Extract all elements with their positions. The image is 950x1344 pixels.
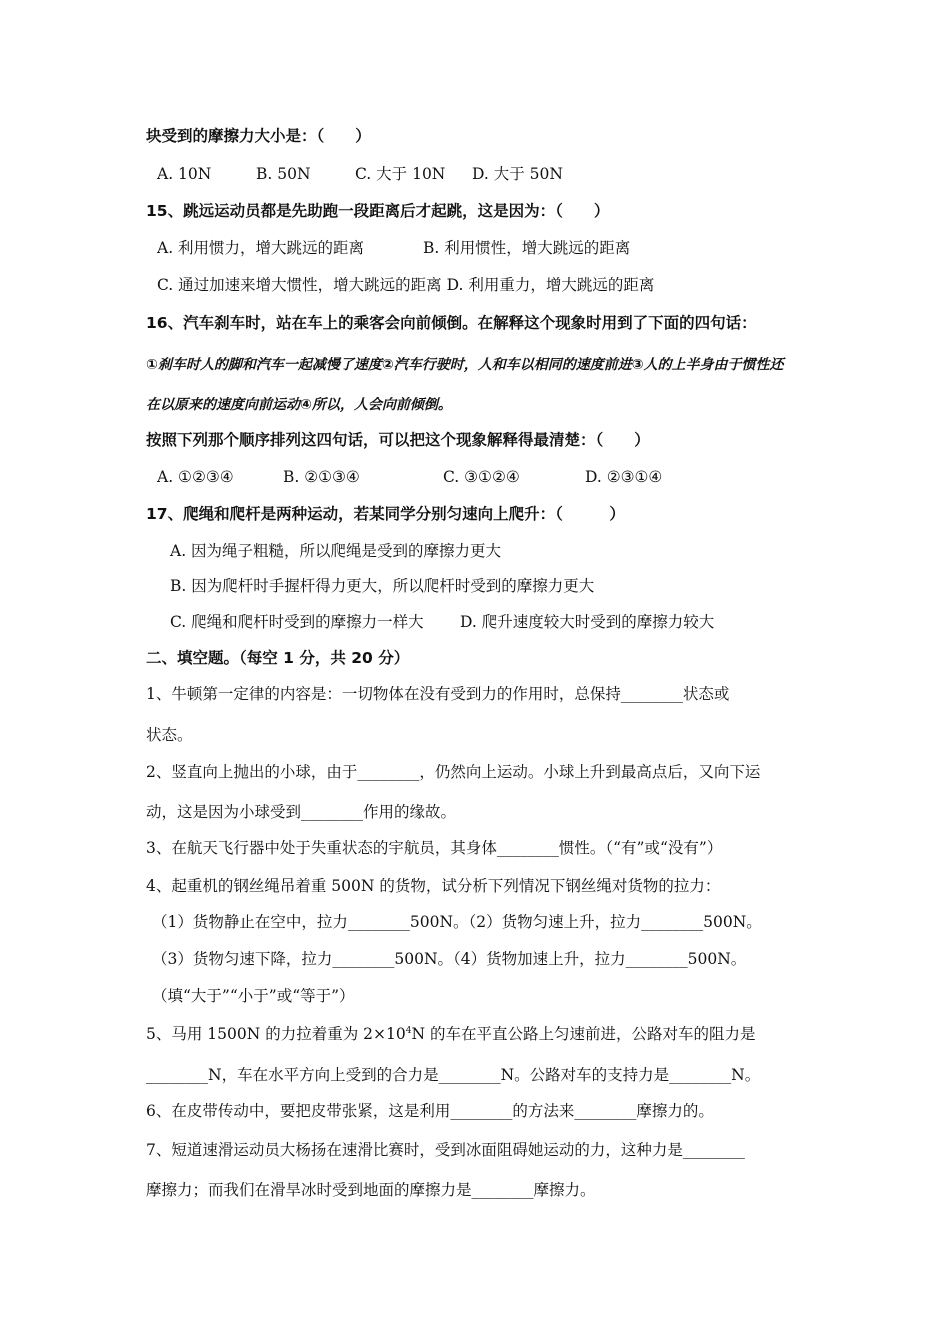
fill-4-stem: 4、起重机的钢丝绳吊着重 500N 的货物，试分析下列情况下钢丝绳对货物的拉力： xyxy=(146,877,721,895)
q15-options-row2 xyxy=(157,275,654,295)
fill-2-text-a: 2、竖直向上抛出的小球，由于 xyxy=(146,763,358,781)
q16-option-b: B. ②①③④ xyxy=(283,468,360,486)
q17-option-b: B. 因为爬杆时手握杆得力更大，所以爬杆时受到的摩擦力更大 xyxy=(170,577,595,595)
fill-4-text-b1: （1）货物静止在空中，拉力 xyxy=(152,913,348,931)
fill-3-text-b: 惯性。（“有”或“没有”） xyxy=(558,839,723,857)
q16-question: 按照下列那个顺序排列这四句话，可以把这个现象解释得最清楚：（ ） xyxy=(146,431,650,449)
q14-stem: 块受到的摩擦力大小是：（ ） xyxy=(146,127,371,145)
fill-6-text-c: 摩擦力的。 xyxy=(636,1102,714,1120)
fill-1-text-a: 1、牛顿第一定律的内容是：一切物体在没有受到力的作用时，总保持 xyxy=(146,685,621,703)
fill-5-blank-2: ________ xyxy=(438,1066,501,1084)
fill-4-text-c2: 500N。（4）货物加速上升，拉力 xyxy=(394,950,626,968)
fill-7-text-a: 7、短道速滑运动员大杨扬在速滑比赛时，受到冰面阻碍她运动的力，这种力是 xyxy=(146,1141,683,1159)
fill-5-text-b2: N。公路对车的支持力是 xyxy=(500,1066,670,1084)
fill-7-text-c: 摩擦力。 xyxy=(533,1181,596,1199)
fill-2-text-d: 作用的缘故。 xyxy=(363,803,457,821)
fill-4-text-b2: 500N。（2）货物匀速上升，拉力 xyxy=(409,913,642,931)
q16-option-c: C. ③①②④ xyxy=(443,468,520,486)
fill-5-line1 xyxy=(146,1024,755,1044)
fill-1-text-b: 状态或 xyxy=(682,685,730,703)
fill-5-text-a2: N 的车在平直公路上匀速前进，公路对车的阻力是 xyxy=(411,1025,756,1043)
fill-4-line3 xyxy=(152,949,746,969)
fill-4-blank-3: ________ xyxy=(332,950,395,968)
fill-2-blank-2: ________ xyxy=(301,803,364,821)
q16-sentences-line2: 在以原来的速度向前运动④所以，人会向前倾倒。 xyxy=(146,397,452,413)
fill-5-text-a1: 5、马用 1500N 的力拉着重为 2×10 xyxy=(146,1025,406,1043)
q16-option-d: D. ②③①④ xyxy=(585,468,663,486)
q16-option-a: A. ①②③④ xyxy=(157,468,234,486)
fill-4-text-c3: 500N。 xyxy=(687,950,747,968)
fill-2-blank-1: ________ xyxy=(357,763,420,781)
q14-option-d: D. 大于 50N xyxy=(472,165,563,183)
fill-2-line1 xyxy=(146,762,760,782)
fill-4-text-b3: 500N。 xyxy=(703,913,762,931)
fill-2-text-c: 动，这是因为小球受到 xyxy=(146,803,302,821)
q17-option-a: A. 因为绳子粗糙，所以爬绳是受到的摩擦力更大 xyxy=(170,542,502,560)
q15-options-row1 xyxy=(157,238,630,258)
fill-3 xyxy=(146,838,722,858)
q15-option-a: A. 利用惯力，增大跳远的距离 xyxy=(157,239,365,257)
fill-6 xyxy=(146,1101,714,1121)
fill-5-text-b3: N。 xyxy=(731,1066,761,1084)
fill-1-blank: ________ xyxy=(620,685,683,703)
q16-options xyxy=(157,467,662,487)
fill-5-exponent: 4 xyxy=(405,1025,412,1036)
fill-1-line2: 状态。 xyxy=(146,726,193,744)
fill-6-text-b: 的方法来 xyxy=(512,1102,575,1120)
fill-2-line2 xyxy=(146,802,456,822)
q17-option-c: C. 爬绳和爬杆时受到的摩擦力一样大 xyxy=(170,613,424,631)
fill-5-blank-3: ________ xyxy=(669,1066,732,1084)
fill-6-blank-2: ________ xyxy=(574,1102,637,1120)
fill-4-blank-1: ________ xyxy=(347,913,410,931)
fill-7-text-b: 摩擦力；而我们在滑旱冰时受到地面的摩擦力是 xyxy=(146,1181,472,1199)
fill-5-line2 xyxy=(146,1065,760,1085)
fill-4-line2 xyxy=(152,912,762,932)
q17-stem: 17、爬绳和爬杆是两种运动，若某同学分别匀速向上爬升：（ ） xyxy=(146,505,625,523)
q15-stem: 15、跳远运动员都是先助跑一段距离后才起跳，这是因为：（ ） xyxy=(146,202,610,220)
q15-option-c: C. 通过加速来增大惯性，增大跳远的距离 xyxy=(157,276,442,294)
q14-option-a: A. 10N xyxy=(157,165,212,183)
fill-7-line1 xyxy=(146,1140,745,1160)
q16-sentences-line1: ①刹车时人的脚和汽车一起减慢了速度②汽车行驶时，人和车以相同的速度前进③人的上半身由于惯性还 xyxy=(146,357,784,373)
fill-4-blank-2: ________ xyxy=(641,913,704,931)
fill-4-blank-4: ________ xyxy=(625,950,688,968)
q16-stem: 16、汽车刹车时，站在车上的乘客会向前倾倒。在解释这个现象时用到了下面的四句话： xyxy=(146,314,757,332)
fill-3-text-a: 3、在航天飞行器中处于失重状态的宇航员，其身体 xyxy=(146,839,497,857)
q14-option-b: B. 50N xyxy=(256,165,311,183)
fill-4-text-c1: （3）货物匀速下降，拉力 xyxy=(152,950,333,968)
fill-6-blank-1: ________ xyxy=(450,1102,513,1120)
fill-6-text-a: 6、在皮带传动中，要把皮带张紧，这是利用 xyxy=(146,1102,451,1120)
fill-7-blank-2: ________ xyxy=(471,1181,534,1199)
q14-options xyxy=(157,164,563,184)
fill-7-blank-1: ________ xyxy=(682,1141,745,1159)
fill-7-line2 xyxy=(146,1180,596,1200)
q14-option-c: C. 大于 10N xyxy=(355,165,446,183)
fill-5-text-b1: N，车在水平方向上受到的合力是 xyxy=(208,1066,439,1084)
fill-4-note: （填“大于”“小于”或“等于”） xyxy=(152,987,355,1005)
q15-option-b: B. 利用惯性，增大跳远的距离 xyxy=(423,239,631,257)
q17-options-row3 xyxy=(170,612,714,632)
fill-3-blank: ________ xyxy=(496,839,559,857)
fill-1-line1 xyxy=(146,684,729,704)
q15-option-d: D. 利用重力，增大跳远的距离 xyxy=(446,276,655,294)
q17-option-d: D. 爬升速度较大时受到的摩擦力较大 xyxy=(460,613,715,631)
fill-2-text-b: ，仍然向上运动。小球上升到最高点后，又向下运 xyxy=(419,763,761,781)
section2-title: 二、填空题。（每空 1 分，共 20 分） xyxy=(146,649,410,667)
fill-5-blank-1: ________ xyxy=(146,1066,208,1084)
